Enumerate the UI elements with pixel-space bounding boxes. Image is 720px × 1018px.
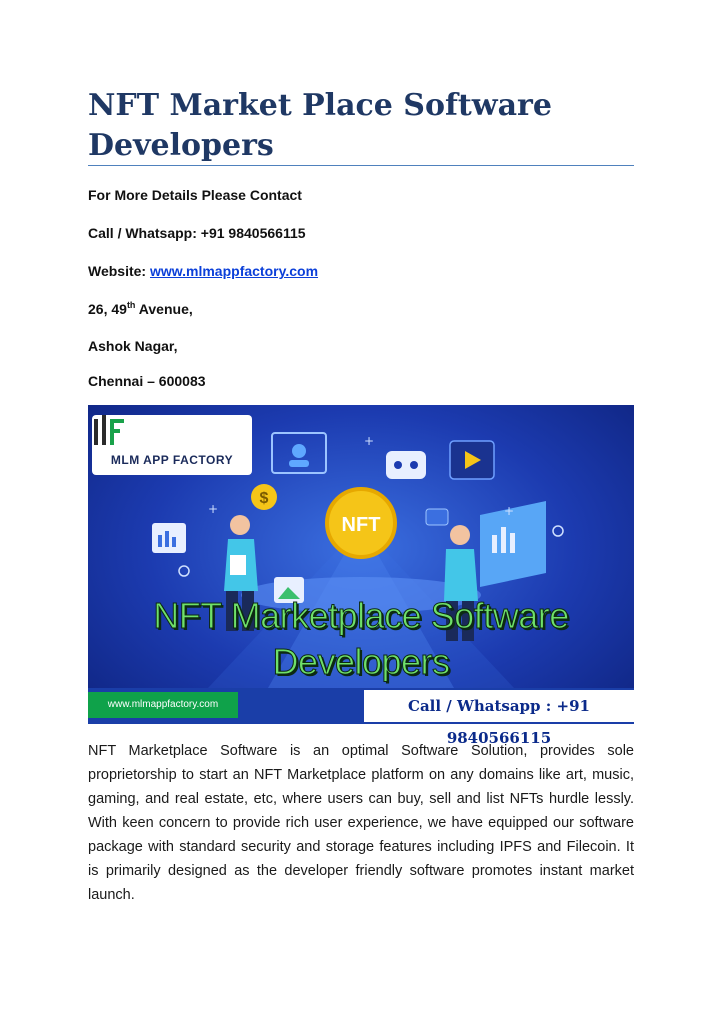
contact-intro: For More Details Please Contact (88, 187, 302, 203)
svg-text:$: $ (259, 490, 269, 507)
website-label: Website: (88, 263, 150, 279)
address-line-1 (88, 301, 193, 317)
logo-mark-icon (92, 415, 128, 447)
banner-footer-url: www.mlmappfactory.com (88, 692, 238, 718)
nft-coin-label: NFT (341, 514, 381, 536)
contact-phone (88, 225, 306, 241)
chat-bubble-icon (426, 509, 448, 525)
promo-banner (88, 405, 634, 747)
website-link[interactable]: www.mlmappfactory.com (149, 263, 319, 279)
banner-headline-line-1: NFT Marketplace Software (153, 595, 569, 636)
body-paragraph: NFT Marketplace Software is an optimal Software Solution, provides sole proprietorship to start an NFT Marketplace platform on any domains like art, music, gaming, and real estate, etc, where users can buy, sell and list NFTs hurdle lessly. With keen concern to provide rich user experience, we have equipped our software package with standard security and storage features including IPFS and Filecoin. It is primarily designed as the developer friendly software promotes instant market launch. (88, 743, 634, 903)
address-line-2: Ashok Nagar, (88, 338, 178, 354)
svg-text:+: + (208, 502, 219, 516)
address-line-1-sup: th (126, 300, 136, 310)
svg-text:+: + (504, 504, 515, 518)
address-line-1-prefix: 26, 49 (88, 301, 127, 317)
phone-value: +91 9840566115 (200, 225, 306, 241)
title-divider (88, 165, 634, 166)
address-line-1-suffix: Avenue, (135, 301, 193, 317)
person-right-head (450, 525, 470, 545)
banner-headline (88, 593, 634, 685)
banner-footer-call: Call / Whatsapp : +91 9840566115 (364, 690, 634, 722)
contact-website (88, 263, 318, 279)
user-avatar-icon (292, 444, 306, 458)
phone-label: Call / Whatsapp: (88, 225, 201, 241)
person-left-head (230, 515, 250, 535)
page-title: NFT Market Place Software Developers (88, 88, 552, 163)
logo-text: MLM APP FACTORY (110, 453, 234, 467)
gamepad-icon (386, 451, 426, 479)
mlm-app-factory-logo (92, 415, 252, 475)
tablet-icon (230, 555, 246, 575)
banner-headline-line-2: Developers (272, 641, 450, 682)
banner-footer (88, 688, 634, 747)
svg-text:+: + (364, 434, 375, 448)
address-line-3: Chennai – 600083 (88, 373, 206, 389)
